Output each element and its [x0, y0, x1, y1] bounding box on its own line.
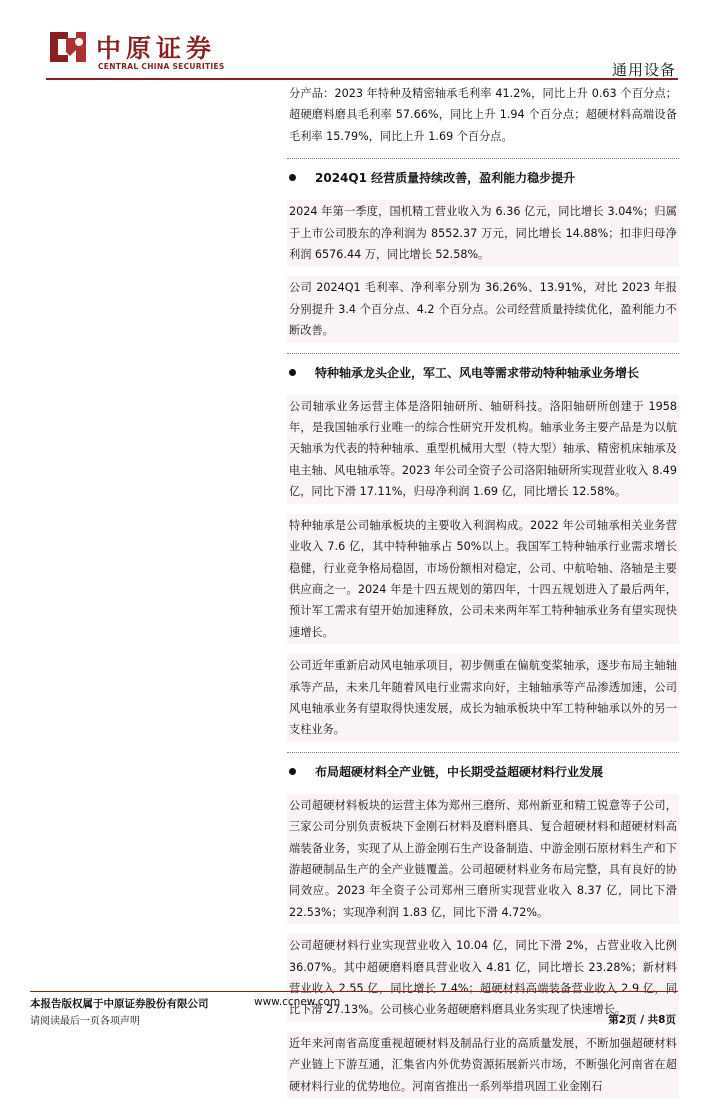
report-body: [287, 82, 679, 1108]
paragraph: 公司超硬材料板块的运营主体为郑州三磨所、郑州新亚和精工锐意等子公司，三家公司分别负责板块下金刚石材料及磨料磨具、复合超硬材料和超硬材料高端装备业务，实现了从上游金刚石生产设备制造、中游金刚石原材料生产和下游超硬制品生产的全产业链覆盖。公司超硬材料业务布局完整，具有良好的协同效应。2023 年全资子公司郑州三磨所实现营业收入 8.37 亿，同比下滑 22.53%；实现净利润 1.83 亿，同比下滑 4.72%。: [287, 794, 679, 924]
section-special-bearings: [287, 353, 679, 742]
company-name-cn: 中原证券: [96, 34, 217, 63]
paragraph: 2024 年第一季度，国机精工营业收入为 6.36 亿元，同比增长 3.04%；归属于上市公司股东的净利润为 8552.37 万元，同比增长 14.88%；扣非归母净利润 6576.44 万，同比增长 52.58%。: [287, 200, 679, 266]
bullet-icon: [289, 768, 296, 775]
footer-copyright: 本报告版权属于中原证券股份有限公司: [30, 998, 209, 1010]
section-title: 特种轴承龙头企业，军工、风电等需求带动特种轴承业务增长: [315, 365, 640, 380]
header-divider: [46, 78, 678, 80]
section-heading: [287, 363, 679, 385]
bullet-icon: [289, 174, 296, 181]
section-heading: [287, 762, 679, 784]
paragraph: 公司 2024Q1 毛利率、净利率分别为 36.26%、13.91%，对比 2023 年报分别提升 3.4 个百分点、4.2 个百分点。公司经营质量持续优化，盈利能力不断改善。: [287, 276, 679, 342]
paragraph: 近年来河南省高度重视超硬材料及制品行业的高质量发展，不断加强超硬材料产业链上下游互通，汇集省内外优势资源拓展新兴市场，不断强化河南省在超硬材料行业的优势地位。河南省推出一系列举措巩固工业金刚石: [287, 1032, 679, 1098]
paragraph: 公司超硬材料行业实现营业收入 10.04 亿，同比下滑 2%，占营业收入比例 36.07%。其中超硬磨料磨具营业收入 4.81 亿，同比增长 23.28%；新材料营业收入 2.55 亿，同比增长 7.4%；超硬材料高端装备营业收入 2.9 亿，同比下滑 27.13%。公司核心业务超硬磨料磨具业务实现了快速增长。: [287, 934, 679, 1022]
footer-disclaimer-note: 请阅读最后一页各项声明: [30, 1016, 140, 1027]
company-logo-icon: [46, 30, 90, 64]
section-superhard-materials: [287, 752, 679, 1098]
page-number: 第2页 / 共8页: [608, 1014, 676, 1026]
industry-label: 通用设备: [611, 61, 676, 79]
paragraph: 公司近年重新启动风电轴承项目，初步侧重在偏航变桨轴承，逐步布局主轴轴承等产品，未来几年随着风电行业需求向好，主轴轴承等产品渗透加速，公司风电轴承业务有望取得快速发展，成长为轴承板块中军工特种轴承以外的另一支柱业务。: [287, 654, 679, 742]
bullet-icon: [289, 369, 296, 376]
page-header: [0, 0, 724, 82]
paragraph: 公司轴承业务运营主体是洛阳轴研所、轴研科技。洛阳轴研所创建于 1958 年，是我国轴承行业唯一的综合性研究开发机构。轴承业务主要产品是为以航天轴承为代表的特种轴承、重型机械用大型（特大型）轴承、精密机床轴承及电主轴、风电轴承等。2023 年公司全资子公司洛阳轴研所实现营业收入 8.49 亿，同比下滑 17.11%，归母净利润 1.69 亿，同比增长 12.58%。: [287, 395, 679, 504]
company-name-en: CENTRAL CHINA SECURITIES: [98, 62, 225, 71]
footer-website-link[interactable]: www.ccnew.com: [254, 996, 341, 1008]
section-q1-performance: [287, 158, 679, 342]
section-heading: [287, 168, 679, 190]
section-title: 布局超硬材料全产业链，中长期受益超硬材料行业发展: [315, 764, 604, 779]
intro-paragraph: 分产品：2023 年特种及精密轴承毛利率 41.2%，同比上升 0.63 个百分点；超硬磨料磨具毛利率 57.66%，同比上升 1.94 个百分点；超硬材料高端设备毛利率 15.79%，同比上升 1.69 个百分点。: [287, 82, 679, 148]
footer-divider: [30, 991, 678, 992]
paragraph: 特种轴承是公司轴承板块的主要收入利润构成。2022 年公司轴承相关业务营业收入 7.6 亿，其中特种轴承占 50%以上。我国军工特种轴承行业需求增长稳健，行业竞争格局稳固，市场份额相对稳定，公司、中航哈轴、洛轴是主要供应商之一。2024 年是十四五规划的第四年，十四五规划进入了最后两年，预计军工需求有望开始加速释放，公司未来两年军工特种轴承业务有望实现快速增长。: [287, 514, 679, 644]
section-title: 2024Q1 经营质量持续改善，盈利能力稳步提升: [315, 171, 576, 186]
